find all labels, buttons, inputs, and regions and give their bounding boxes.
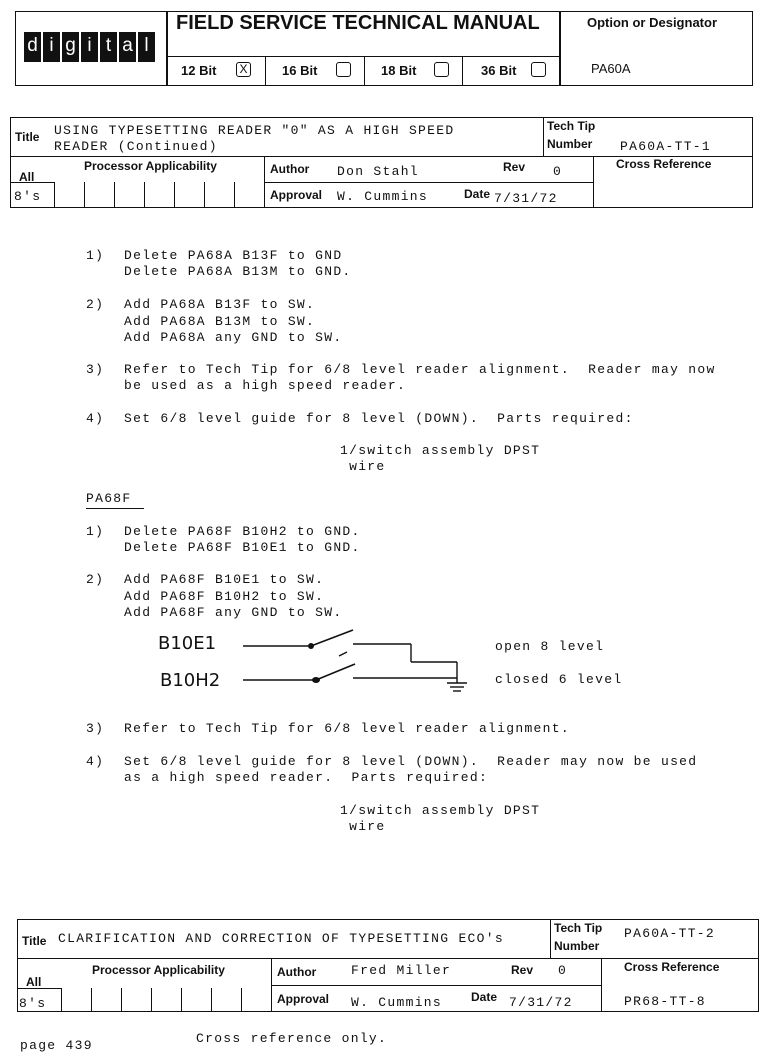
bit-36-label: 36 Bit	[481, 63, 517, 78]
option-value: PA60A	[591, 61, 631, 76]
tip1-title-line2: READER (Continued)	[54, 139, 218, 154]
cross-ref-label: Cross Reference	[616, 157, 712, 171]
tip1-number-value: PA60A-TT-1	[620, 139, 712, 154]
tech-tip-label: Tech Tip	[554, 921, 603, 935]
processor-label: Processor Applicability	[92, 963, 225, 977]
title-label: Title	[22, 934, 47, 948]
author-value: Fred Miller	[351, 963, 452, 978]
diagram-label-b10h2: B10H2	[160, 670, 221, 691]
all-value: 8's	[14, 189, 42, 204]
rev-value: 0	[558, 963, 568, 978]
logo-letter: d	[24, 32, 41, 62]
section-heading-pa68f: PA68F	[86, 491, 132, 506]
step-line: Delete PA68F B10E1 to GND.	[124, 540, 361, 555]
number-label: Number	[554, 939, 600, 953]
rev-label: Rev	[503, 160, 526, 174]
step-line: as a high speed reader. Parts required:	[124, 770, 489, 785]
date-value: 7/31/72	[509, 995, 573, 1010]
switch-schematic	[235, 620, 475, 700]
tip2-title: CLARIFICATION AND CORRECTION OF TYPESETTING ECO's	[58, 931, 504, 946]
logo-letter: l	[138, 32, 155, 62]
step-line: be used as a high speed reader.	[124, 378, 407, 393]
tech-tip-label: Tech Tip	[547, 119, 596, 133]
title-label: Title	[15, 130, 40, 144]
step-number: 4)	[86, 411, 105, 426]
diagram-note-open: open 8 level	[495, 639, 605, 654]
logo-letter: i	[81, 32, 98, 62]
rev-label: Rev	[511, 963, 534, 977]
all-label: All	[26, 975, 42, 989]
step-line: Refer to Tech Tip for 6/8 level reader alignment.	[124, 721, 570, 736]
author-label: Author	[277, 965, 317, 979]
processor-label: Processor Applicability	[84, 159, 217, 173]
approval-value: W. Cummins	[337, 189, 429, 204]
step-line: Delete PA68A B13M to GND.	[124, 264, 352, 279]
bit-16-checkbox	[336, 62, 351, 77]
step-number: 3)	[86, 721, 105, 736]
bit-12-label: 12 Bit	[181, 63, 217, 78]
step-line: Add PA68F B10E1 to SW.	[124, 572, 325, 587]
approval-label: Approval	[277, 992, 330, 1006]
logo-letter: t	[100, 32, 117, 62]
bit-18-checkbox	[434, 62, 449, 77]
step-line: Set 6/8 level guide for 8 level (DOWN). Parts required:	[124, 411, 634, 426]
step-number: 3)	[86, 362, 105, 377]
step-number: 1)	[86, 524, 105, 539]
footer-note: Cross reference only.	[196, 1031, 388, 1046]
parts-line: wire	[340, 819, 386, 834]
all-value: 8's	[19, 996, 47, 1011]
approval-value: W. Cummins	[351, 995, 443, 1010]
bit-12-checkbox: X	[236, 62, 251, 77]
option-label: Option or Designator	[587, 15, 717, 30]
step-line: Delete PA68A B13F to GND	[124, 248, 343, 263]
bit-16-label: 16 Bit	[282, 63, 318, 78]
step-line: Refer to Tech Tip for 6/8 level reader alignment. Reader may now	[124, 362, 716, 377]
cross-ref-label: Cross Reference	[624, 960, 720, 974]
step-line: Delete PA68F B10H2 to GND.	[124, 524, 361, 539]
step-number: 4)	[86, 754, 105, 769]
step-line: Add PA68A any GND to SW.	[124, 330, 343, 345]
all-label: All	[19, 170, 35, 184]
approval-label: Approval	[270, 188, 323, 202]
author-value: Don Stahl	[337, 164, 419, 179]
step-line: Set 6/8 level guide for 8 level (DOWN). Reader may now be used	[124, 754, 698, 769]
bit-18-label: 18 Bit	[381, 63, 417, 78]
author-label: Author	[270, 162, 310, 176]
logo-letter: i	[43, 32, 60, 62]
step-line: Add PA68A B13F to SW.	[124, 297, 316, 312]
step-line: Add PA68F B10H2 to SW.	[124, 589, 325, 604]
step-number: 2)	[86, 572, 105, 587]
parts-line: 1/switch assembly DPST	[340, 443, 541, 458]
tip1-title-line1: USING TYPESETTING READER "0" AS A HIGH SPEED	[54, 123, 455, 138]
date-label: Date	[471, 990, 498, 1004]
logo-letter: a	[119, 32, 136, 62]
logo-letter: g	[62, 32, 79, 62]
rev-value: 0	[553, 164, 563, 179]
step-line: Add PA68F any GND to SW.	[124, 605, 343, 620]
date-value: 7/31/72	[494, 191, 558, 206]
tip2-number-value: PA60A-TT-2	[624, 926, 716, 941]
number-label: Number	[547, 137, 593, 151]
diagram-label-b10e1: B10E1	[158, 633, 217, 654]
parts-line: 1/switch assembly DPST	[340, 803, 541, 818]
date-label: Date	[464, 187, 491, 201]
diagram-note-closed: closed 6 level	[495, 672, 623, 687]
step-line: Add PA68A B13M to SW.	[124, 314, 316, 329]
parts-line: wire	[340, 459, 386, 474]
bit-36-checkbox	[531, 62, 546, 77]
manual-title: FIELD SERVICE TECHNICAL MANUAL	[176, 12, 540, 34]
cross-ref-value: PR68-TT-8	[624, 994, 706, 1009]
step-number: 2)	[86, 297, 105, 312]
step-number: 1)	[86, 248, 105, 263]
page-number: page 439	[20, 1038, 93, 1053]
